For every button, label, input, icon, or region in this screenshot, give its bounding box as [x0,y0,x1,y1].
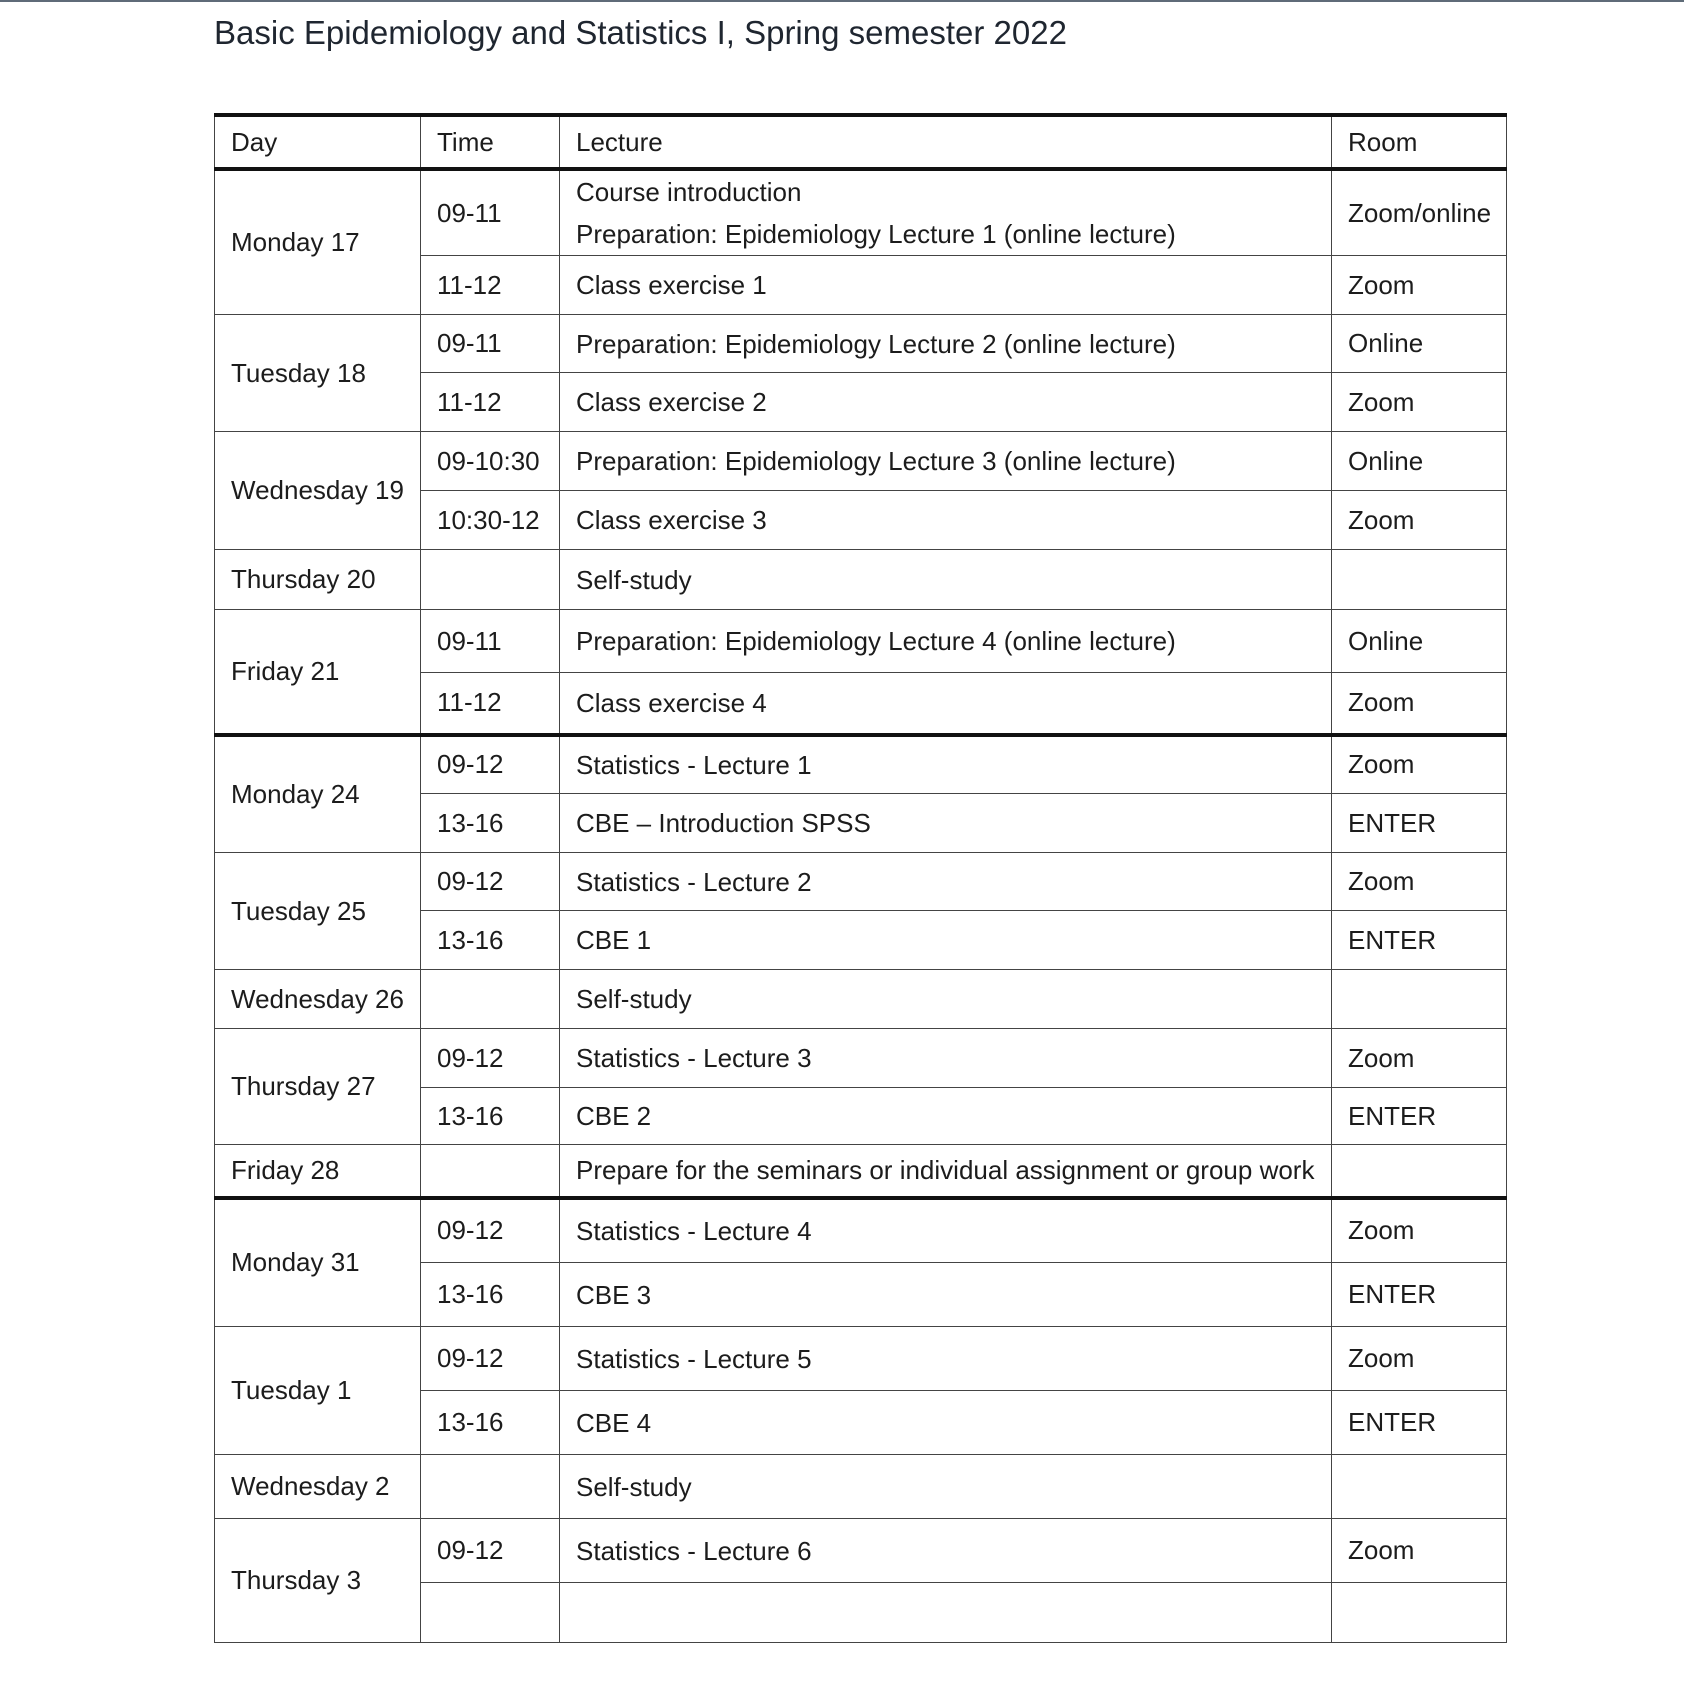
room-cell: Online [1332,315,1507,373]
time-cell: 11-12 [421,256,560,315]
header-time: Time [421,115,560,169]
room-cell [1332,970,1507,1029]
table-row [215,432,1507,491]
lecture-text: Class exercise 2 [576,387,767,417]
schedule-table [214,113,1507,1643]
time-cell: 11-12 [421,373,560,432]
time-cell: 13-16 [421,1391,560,1455]
room-cell [1332,550,1507,610]
header-day: Day [215,115,421,169]
lecture-text: Class exercise 3 [576,505,767,535]
room-cell: Online [1332,432,1507,491]
lecture-cell [560,373,1332,432]
page-title: Basic Epidemiology and Statistics I, Spring semester 2022 [214,14,1067,51]
time-cell: 13-16 [421,911,560,970]
lecture-text: Self-study [576,1471,692,1502]
time-cell: 09-12 [421,1327,560,1391]
lecture-cell [560,169,1332,256]
lecture-cell [560,432,1332,491]
table-row [215,1327,1507,1391]
time-cell: 13-16 [421,1263,560,1327]
day-cell: Wednesday 26 [215,970,421,1029]
lecture-text: Class exercise 1 [576,270,767,300]
room-cell: Zoom [1332,491,1507,550]
table-row [215,853,1507,911]
lecture-cell [560,911,1332,970]
lecture-text: Self-study [576,984,692,1014]
time-cell: 11-12 [421,673,560,735]
lecture-cell [560,1455,1332,1519]
lecture-cell [560,853,1332,911]
lecture-cell [560,1263,1332,1327]
table-row [215,970,1507,1029]
lecture-text: CBE 1 [576,925,652,955]
room-cell: Zoom [1332,373,1507,432]
day-cell: Thursday 20 [215,550,421,610]
time-cell: 13-16 [421,794,560,853]
lecture-cell [560,673,1332,735]
time-cell: 10:30-12 [421,491,560,550]
time-cell: 09-11 [421,169,560,256]
table-row [215,1519,1507,1583]
lecture-cell [560,1198,1332,1263]
lecture-text: CBE – Introduction SPSS [576,808,871,838]
lecture-text: CBE 4 [576,1407,652,1438]
header-row [215,115,1507,169]
time-cell: 09-12 [421,853,560,911]
room-cell: Zoom [1332,735,1507,794]
day-cell: Monday 24 [215,735,421,853]
lecture-text: Self-study [576,564,692,595]
lecture-cell [560,1583,1332,1643]
time-cell [421,970,560,1029]
day-cell: Thursday 27 [215,1029,421,1145]
time-cell: 09-12 [421,735,560,794]
room-cell: ENTER [1332,1391,1507,1455]
header-room: Room [1332,115,1507,169]
lecture-text: Preparation: Epidemiology Lecture 2 (online lecture) [576,328,1176,359]
table-row [215,550,1507,610]
lecture-text: Statistics - Lecture 2 [576,866,812,897]
header-lecture: Lecture [560,115,1332,169]
day-cell: Tuesday 18 [215,315,421,432]
time-cell [421,550,560,610]
lecture-cell [560,1519,1332,1583]
lecture-cell [560,794,1332,853]
table-row [215,315,1507,373]
time-cell: 13-16 [421,1088,560,1145]
room-cell: ENTER [1332,794,1507,853]
day-cell: Friday 21 [215,610,421,735]
room-cell [1332,1145,1507,1198]
lecture-text: Preparation: Epidemiology Lecture 4 (online lecture) [576,626,1176,656]
room-cell: Zoom [1332,853,1507,911]
top-border [0,0,1684,2]
table-row [215,1029,1507,1088]
lecture-text: CBE 3 [576,1279,652,1310]
room-cell: Zoom [1332,673,1507,735]
lecture-text: Preparation: Epidemiology Lecture 3 (online lecture) [576,446,1176,476]
lecture-text: Preparation: Epidemiology Lecture 1 (online lecture) [576,219,1176,249]
day-cell: Monday 31 [215,1198,421,1327]
lecture-cell [560,735,1332,794]
lecture-text: Prepare for the seminars or individual assignment or group work [576,1155,1315,1186]
table-row [215,610,1507,673]
table-row [215,1455,1507,1519]
lecture-cell [560,315,1332,373]
time-cell [421,1583,560,1643]
time-cell: 09-12 [421,1198,560,1263]
lecture-cell [560,1391,1332,1455]
day-cell: Friday 28 [215,1145,421,1198]
lecture-cell [560,491,1332,550]
lecture-cell [560,1145,1332,1198]
time-cell: 09-11 [421,315,560,373]
lecture-text: Statistics - Lecture 5 [576,1343,812,1374]
lecture-cell [560,970,1332,1029]
schedule-body [215,169,1507,1643]
day-cell: Wednesday 2 [215,1455,421,1519]
lecture-cell [560,1088,1332,1145]
room-cell: Zoom [1332,256,1507,315]
day-cell: Thursday 3 [215,1519,421,1643]
room-cell [1332,1583,1507,1643]
day-cell: Tuesday 25 [215,853,421,970]
lecture-text: Class exercise 4 [576,687,767,718]
lecture-text: Statistics - Lecture 1 [576,749,812,780]
lecture-cell [560,550,1332,610]
room-cell: Zoom [1332,1198,1507,1263]
day-cell: Monday 17 [215,169,421,315]
room-cell: Zoom [1332,1519,1507,1583]
lecture-text: CBE 2 [576,1101,652,1131]
table-row [215,169,1507,256]
lecture-cell [560,610,1332,673]
lecture-cell [560,1327,1332,1391]
day-cell: Wednesday 19 [215,432,421,550]
lecture-text: Statistics - Lecture 3 [576,1043,812,1073]
room-cell [1332,1455,1507,1519]
time-cell [421,1455,560,1519]
table-row [215,1145,1507,1198]
lecture-cell [560,256,1332,315]
time-cell [421,1145,560,1198]
time-cell: 09-10:30 [421,432,560,491]
room-cell: ENTER [1332,911,1507,970]
room-cell: Online [1332,610,1507,673]
day-cell: Tuesday 1 [215,1327,421,1455]
room-cell: Zoom [1332,1029,1507,1088]
room-cell: Zoom/online [1332,169,1507,256]
lecture-text: Statistics - Lecture 6 [576,1535,812,1566]
table-row [215,1198,1507,1263]
room-cell: ENTER [1332,1088,1507,1145]
lecture-text: Statistics - Lecture 4 [576,1215,812,1246]
time-cell: 09-11 [421,610,560,673]
table-row [215,735,1507,794]
time-cell: 09-12 [421,1029,560,1088]
room-cell: ENTER [1332,1263,1507,1327]
time-cell: 09-12 [421,1519,560,1583]
lecture-text: Course introduction [576,177,802,207]
lecture-cell [560,1029,1332,1088]
room-cell: Zoom [1332,1327,1507,1391]
